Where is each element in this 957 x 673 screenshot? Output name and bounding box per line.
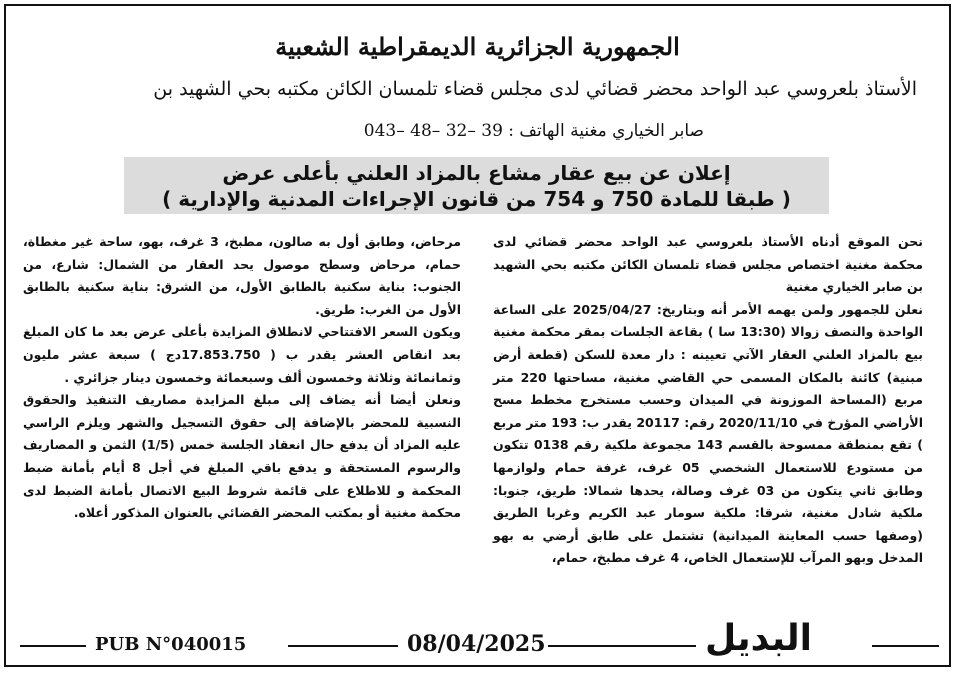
right-text-column [493, 231, 923, 570]
announcement-page [4, 4, 951, 667]
paragraph-fees-conditions: ونعلن أيضا أنه يضاف إلى مبلغ المزايدة مصاريف التنفيذ والحقوق النسبية للمحضر بالإضافة إلى حقوق التسجيل والشهر ويلزم الراسي عليه المزاد أن يدفع حال انعقاد الجلسة خمس (1/5) الثمن و المصاريف والرسوم المستحقة و يدفع باقي المبلغ في أجل 8 أيام بأمانة ضبط المحكمة و للاطلاع على قائمة شروط البيع الاتصال بأمانة الضبط لدى محكمة مغنية أو بمكتب المحضر القضائي بالعنوان المذكور أعلاه. [23, 392, 461, 521]
newspaper-name: البديل [705, 618, 812, 659]
footer-bar [20, 618, 935, 664]
announcement-title-box [124, 157, 829, 214]
paragraph-auction-details: نعلن للجمهور ولمن يهمه الأمر أنه وبتاريخ: 2025/04/27 على الساعة الواحدة والنصف زوالا (13:30 سا ) بقاعة الجلسات بمقر محكمة مغنية بيع بالمزاد العلني العقار الآتي تعيينه : دار معدة للسكن (قطعة أرض مبنية) كائنة بالمكان المسمى حي القاضي مغنية، مساحتها 220 متر مربع (المساحة الموزونة في الميدان وحسب مستخرج مخطط مسح الأراضي المؤرخ في 2020/11/10 رقم: 20117 يقدر ب: 193 متر مربع ) تقع بمنطقة ممسوحة بالقسم 143 مجموعة ملكية رقم 0138 تتكون من مستودع للاستعمال الشخصي 05 غرف، غرفة حمام ولوازمها وطابق ثاني يتكون من 03 غرف وصالة، يحدها شمالا: طريق، جنوبا: ملكية شادل مغنية، شرقا: ملكية سومار عبد الكريم وغربا الطريق (وصفها حسب المعاينة الميدانية) تشتمل على طابق أرضي به بهو المدخل وبهو المرآب للإستعمال الخاص، 4 غرف مطبخ، حمام، [493, 301, 923, 566]
announcement-title: إعلان عن بيع عقار مشاع بالمزاد العلني بأعلى عرض [222, 161, 731, 185]
publication-date: 08/04/2025 [407, 631, 546, 657]
legal-reference: ( طبقا للمادة 750 و 754 من قانون الإجراءات المدنية والإدارية ) [162, 187, 791, 211]
paragraph-bailiff-intro: نحن الموقع أدناه الأستاذ بلعروسي عبد الواحد محضر قضائي لدى محكمة مغنية اختصاص مجلس قضاء تلمسان الكائن مكتبه بحي الشهيد بن صابر الخياري مغنية [493, 234, 923, 295]
address-phone-line: صابر الخياري مغنية الهاتف : 39 –32 –48 –043 [363, 121, 704, 141]
left-text-column [23, 231, 461, 525]
footer-rule [548, 645, 696, 647]
paragraph-opening-price: ويكون السعر الافتتاحي لانطلاق المزايدة بأعلى عرض بعد ما كان المبلغ بعد انقاص العشر يقدر ب ( 17.853.750دج ) سبعة عشر مليون وثمانمائة وثلاثة وخمسون ألف وسبعمائة وخمسون دينار جزائري . [23, 324, 461, 385]
paragraph-property-continued: مرحاض، وطابق أول به صالون، مطبخ، 3 غرف، بهو، ساحة غير مغطاة، حمام، مرحاض وسطح موصول يحد العقار من الشمال: شارع، من الجنوب: بناية سكنية بالطابق الأول، من الشرق: بناية سكنية بالطابق الأول من الغرب: طريق. [23, 234, 461, 317]
footer-rule [872, 645, 939, 647]
footer-rule [288, 645, 398, 647]
publication-number: PUB N°040015 [95, 634, 247, 655]
bailiff-line: الأستاذ بلعروسي عبد الواحد محضر قضائي لدى مجلس قضاء تلمسان الكائن مكتبه بحي الشهيد بن [153, 78, 917, 100]
republic-title: الجمهورية الجزائرية الديمقراطية الشعبية [275, 32, 680, 61]
footer-rule [20, 645, 86, 647]
